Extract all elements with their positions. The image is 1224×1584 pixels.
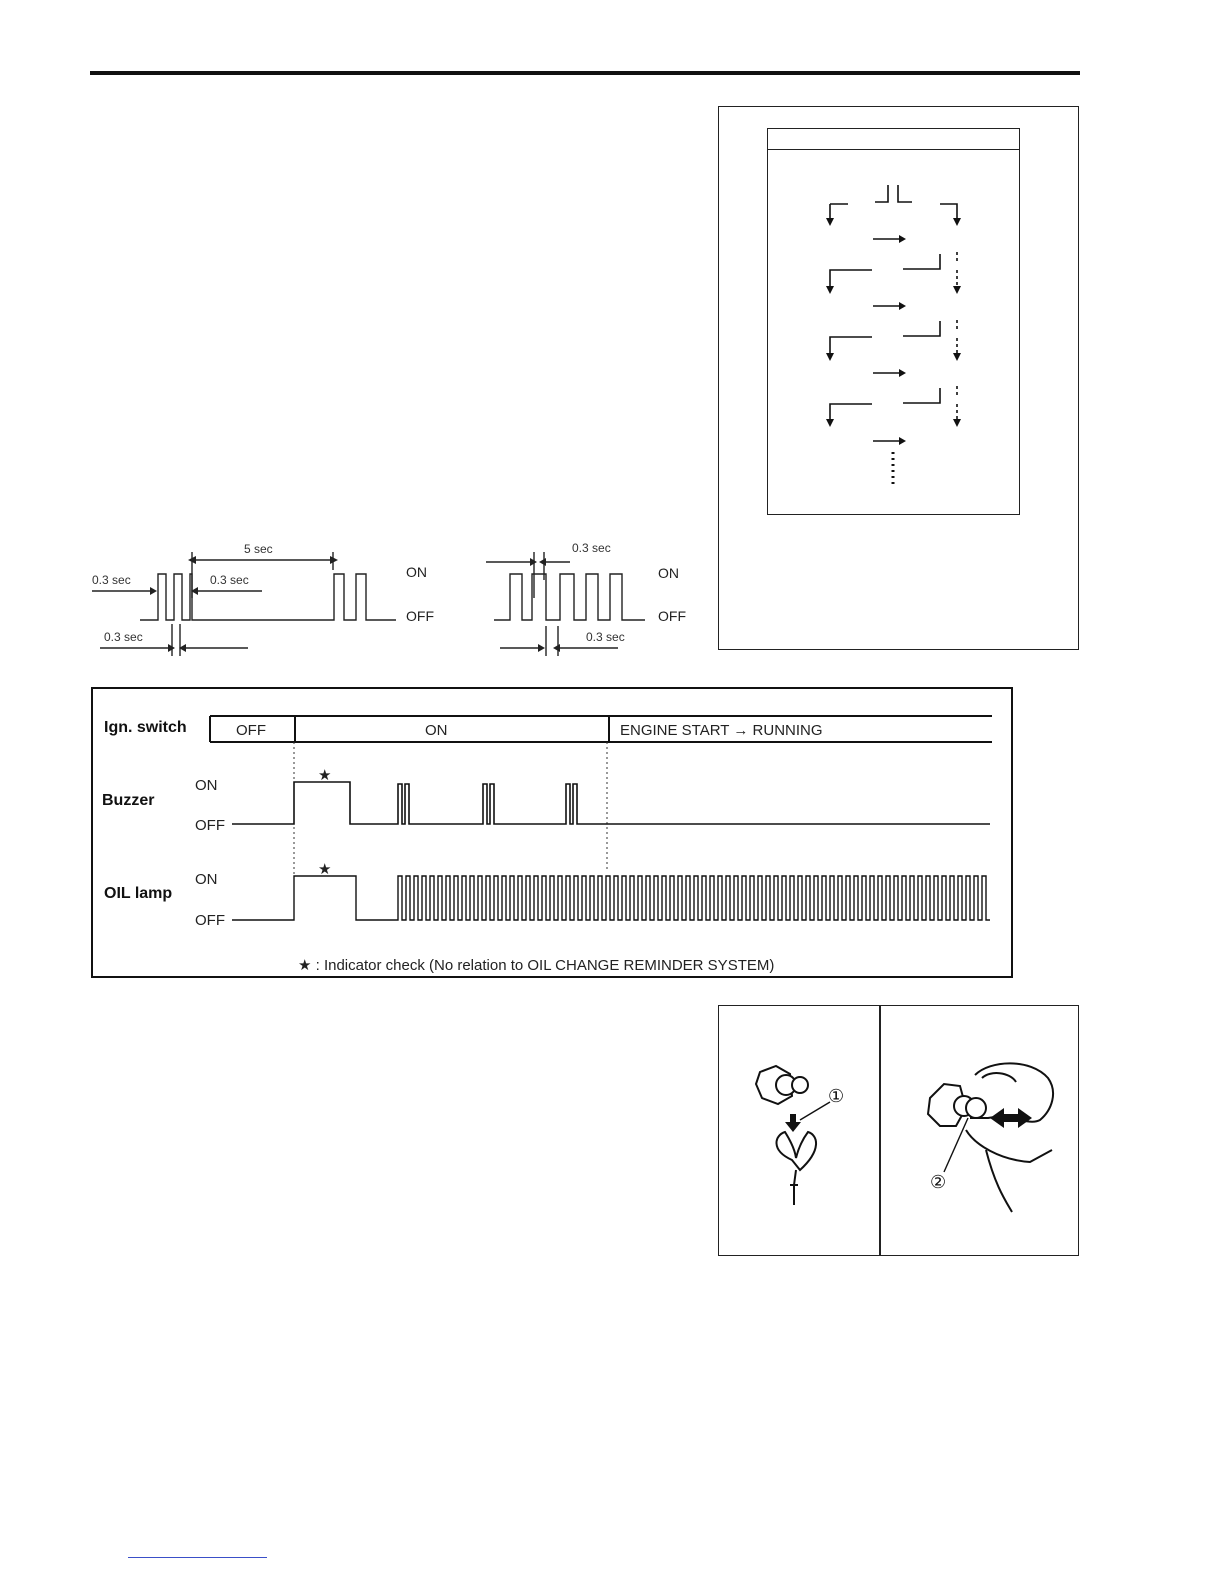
right-label-off: OFF	[658, 608, 686, 624]
right-label-03sec-top: 0.3 sec	[572, 541, 611, 555]
lamp-level-off: OFF	[195, 912, 225, 929]
left-label-03sec-b: 0.3 sec	[210, 573, 249, 587]
callout-2: ②	[930, 1172, 947, 1193]
lamp-level-on: ON	[195, 871, 218, 888]
lamp-star: ★	[318, 861, 332, 878]
timing-chart-note: ★ : Indicator check (No relation to OIL CHANGE REMINDER SYSTEM)	[298, 957, 775, 974]
left-label-off: OFF	[406, 608, 434, 624]
ign-state-off: OFF	[236, 722, 266, 739]
connector-with-hand	[928, 1063, 1053, 1212]
right-label-03sec-bottom: 0.3 sec	[586, 630, 625, 644]
left-label-5sec: 5 sec	[244, 542, 273, 556]
footer-link-rule	[128, 1557, 267, 1558]
buzzer-level-on: ON	[195, 777, 218, 794]
buzzer-star: ★	[318, 767, 332, 784]
left-label-03sec-a: 0.3 sec	[92, 573, 131, 587]
left-label-03sec-c: 0.3 sec	[104, 630, 143, 644]
buzzer-level-off: OFF	[195, 817, 225, 834]
callout-1: ①	[828, 1086, 845, 1107]
ign-state-running: ENGINE START → RUNNING	[620, 722, 823, 739]
ign-state-on: ON	[425, 722, 448, 739]
row-label-buzzer: Buzzer	[102, 792, 155, 809]
right-label-on: ON	[658, 565, 679, 581]
row-label-oil-lamp: OIL lamp	[104, 885, 173, 902]
left-label-on: ON	[406, 564, 427, 580]
connector-with-jumper	[756, 1066, 816, 1205]
row-label-ign-switch: Ign. switch	[104, 719, 187, 736]
